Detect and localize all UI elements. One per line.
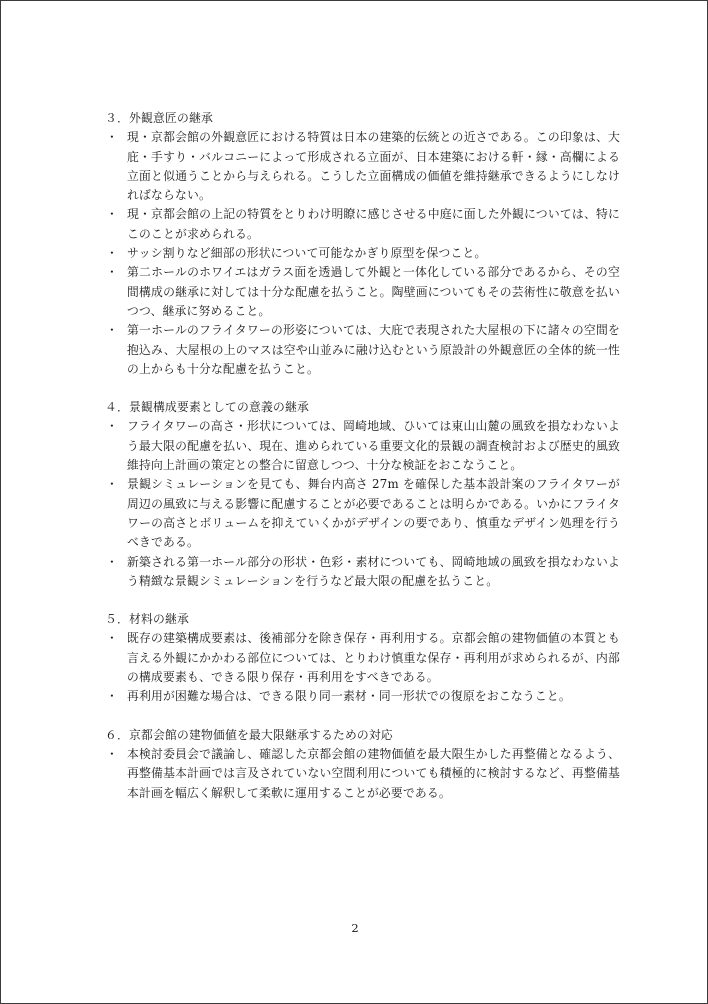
bullet-item — [100, 417, 620, 475]
bullet-item — [100, 629, 620, 687]
bullet-text: 現・京都会館の上記の特質をとりわけ明瞭に感じさせる中庭に面した外観については、特にこのことが求められる。 — [127, 207, 620, 241]
section-exterior-design — [100, 109, 620, 379]
section-maximize-value — [100, 726, 620, 803]
bullet-item — [100, 687, 620, 706]
bullet-item — [100, 263, 620, 321]
section-heading: ５．材料の継承 — [105, 612, 189, 627]
bullet-item — [100, 205, 620, 244]
bullet-item — [100, 475, 620, 552]
bullet-text: 再利用が困難な場合は、できる限り同一素材・同一形状での復原をおこなうこと。 — [127, 689, 571, 704]
bullet-text: 現・京都会館の外観意匠における特質は日本の建築的伝統との近さである。この印象は、大庇・手すり・バルコニーによって形成される立面が、日本建築における軒・縁・高欄による立面と似通うことから与えられる。こうした立面構成の価値を維持継承できるようにしなければならない。 — [127, 130, 620, 203]
bullet-text: サッシ割りなど細部の形状について可能なかぎり原型を保つこと。 — [127, 246, 487, 261]
bullet-marker: ・ — [106, 419, 118, 434]
bullet-text: 第一ホールのフライタワーの形姿については、大庇で表現された大屋根の下に諸々の空間を抱込み、大屋根の上のマスは空や山並みに融け込むという原設計の外観意匠の全体的統一性の上からも十分な配慮を払うこと。 — [127, 323, 620, 376]
bullet-item — [100, 745, 620, 803]
bullet-marker: ・ — [106, 554, 118, 569]
bullet-text: 第二ホールのホワイエはガラス面を透過して外観と一体化している部分であるから、その空間構成の継承に対しては十分な配慮を払うこと。陶壁画についてもその芸術性に敬意を払いつつ、継承に努めること。 — [127, 265, 620, 318]
bullet-text: 景観シミュレーションを見ても、舞台内高さ 27m を確保した基本設計案のフライタワーが周辺の風致に与える影響に配慮することが必要であることは明らかである。いかにフライタワーの高さとボリュームを抑えていくかがデザインの要であり、慎重なデザイン処理を行うべきである。 — [127, 477, 620, 550]
section-heading: ３．外観意匠の継承 — [105, 111, 213, 125]
bullet-item — [100, 128, 620, 205]
section-heading: ４．景観構成要素としての意義の継承 — [105, 400, 309, 415]
bullet-marker: ・ — [106, 323, 118, 338]
bullet-marker: ・ — [106, 689, 118, 704]
bullet-marker: ・ — [106, 246, 118, 261]
bullet-item — [100, 244, 620, 263]
bullet-marker: ・ — [106, 477, 118, 492]
document-body — [100, 109, 620, 803]
bullet-marker: ・ — [106, 130, 118, 145]
bullet-item — [100, 553, 620, 592]
bullet-text: 既存の建築構成要素は、後補部分を除き保存・再利用する。京都会館の建物価値の本質とも言える外観にかかわる部位については、とりわけ慎重な保存・再利用が求められるが、内部の構成要素も、できる限り保存・再利用をすべきである。 — [127, 631, 620, 685]
bullet-text: 本検討委員会で議論し、確認した京都会館の建物価値を最大限生かした再整備となるよう、再整備基本計画では言及されていない空間利用についても積極的に検討するなど、再整備基本計画を幅広く解釈して柔軟に運用することが必要である。 — [127, 746, 620, 800]
section-landscape-element — [100, 398, 620, 591]
section-materials — [100, 610, 620, 706]
section-heading: ６．京都会館の建物価値を最大限継承するための対応 — [105, 727, 393, 742]
page-number: 2 — [351, 921, 359, 935]
bullet-text: フライタワーの高さ・形状については、岡崎地域、ひいては東山山麓の風致を損なわないよう最大限の配慮を払い、現在、進められている重要文化的景観の調査検討および歴史的風致維持向上計画の策定との整合に留意しつつ、十分な検証をおこなうこと。 — [127, 419, 620, 473]
bullet-item — [100, 321, 620, 379]
bullet-text: 新築される第一ホール部分の形状・色彩・素材についても、岡崎地域の風致を損なわないよう精緻な景観シミュレーションを行うなど最大限の配慮を払うこと。 — [127, 554, 620, 588]
bullet-marker: ・ — [106, 631, 118, 646]
bullet-marker: ・ — [106, 207, 118, 222]
bullet-marker: ・ — [106, 265, 118, 280]
bullet-marker: ・ — [106, 746, 118, 761]
